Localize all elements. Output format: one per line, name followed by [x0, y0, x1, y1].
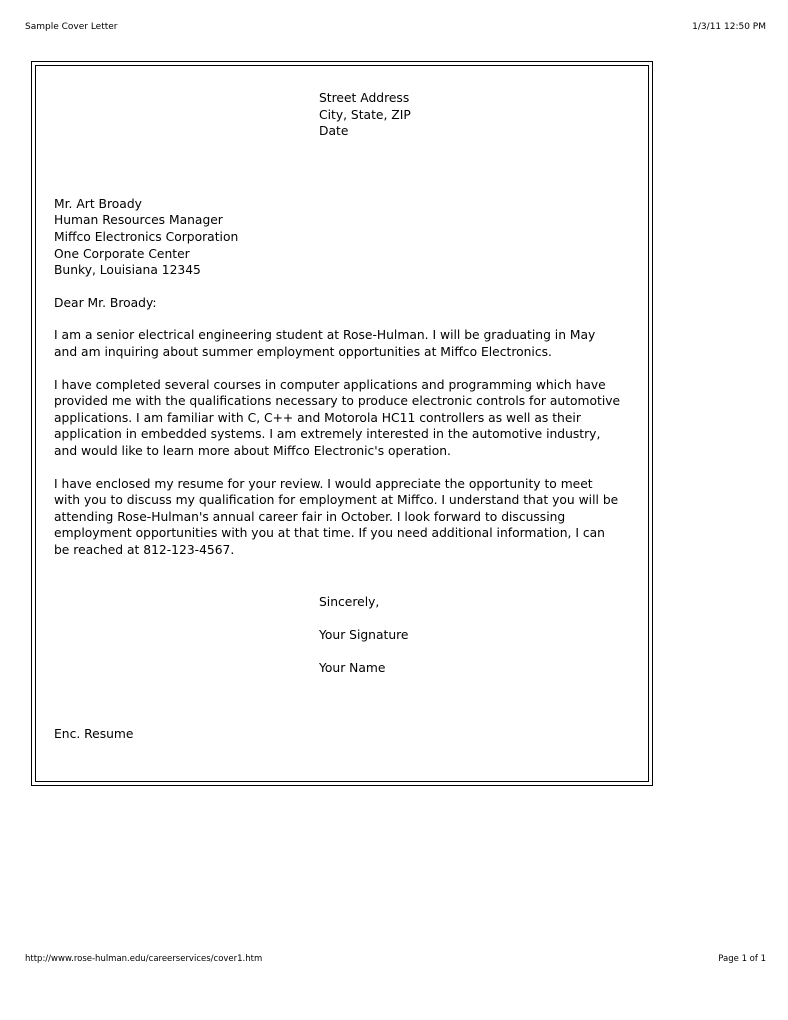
letter-content	[36, 66, 648, 781]
letter-paragraph: I am a senior electrical engineering student at Rose-Hulman. I will be graduating in May and am inquiring about summer employment opportunities at Miffco Electronics.	[54, 328, 596, 359]
return-address-line: Street Address	[319, 91, 410, 105]
recipient-line: Mr. Art Broady	[54, 196, 142, 211]
return-address-line: Date	[319, 124, 349, 139]
closing-block	[319, 594, 622, 676]
salutation: Dear Mr. Broady:	[54, 295, 157, 310]
return-address-block	[319, 90, 622, 140]
letter-page-outer-border	[31, 61, 653, 786]
print-footer-url: http://www.rose-hulman.edu/careerservices/cover1.htm	[25, 954, 263, 964]
letter-paragraph: I have completed several courses in computer applications and programming which have provided me with the qualifications necessary to produce electronic controls for automotive applications. I am familiar with C, C++ and Motorola HC11 controllers as well as their application in embedded systems. I am extremely interested in the automotive industry, and would like to learn more about Miffco Electronic's operation.	[54, 377, 621, 458]
print-header	[0, 22, 788, 36]
signature-line: Your Signature	[319, 628, 409, 643]
print-footer	[0, 954, 788, 968]
print-header-title: Sample Cover Letter	[25, 22, 118, 32]
recipient-line: One Corporate Center	[54, 246, 190, 261]
letter-page-inner-border	[35, 65, 649, 782]
spacer	[54, 140, 622, 196]
name-line: Your Name	[319, 660, 386, 675]
recipient-address-block	[54, 196, 622, 279]
print-header-timestamp: 1/3/11 12:50 PM	[692, 22, 766, 32]
closing-salutation: Sincerely,	[319, 595, 380, 610]
print-footer-page: Page 1 of 1	[718, 954, 766, 964]
return-address-line: City, State, ZIP	[319, 107, 411, 122]
recipient-line: Human Resources Manager	[54, 213, 223, 228]
letter-paragraph: I have enclosed my resume for your review. I would appreciate the opportunity to meet with you to discuss my qualification for employment at Miffco. I understand that you will be attending Rose-Hulman's annual career fair in October. I look forward to discussing employment opportunities with you at that time. If you need additional information, I can be reached at 812-123-4567.	[54, 476, 619, 557]
enclosure-note: Enc. Resume	[54, 727, 134, 742]
recipient-line: Bunky, Louisiana 12345	[54, 263, 201, 278]
recipient-line: Miffco Electronics Corporation	[54, 229, 239, 244]
